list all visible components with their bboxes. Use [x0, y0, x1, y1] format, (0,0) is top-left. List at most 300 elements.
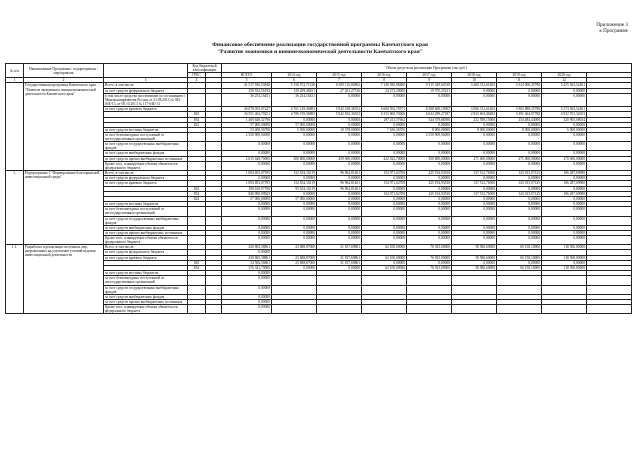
year-value: 0,00000 — [317, 176, 362, 181]
spare-cell — [587, 216, 632, 225]
year-value: 143 013,07125 — [497, 181, 542, 186]
year-value: 0,00000 — [407, 142, 452, 151]
total-value: 1 094 693,07595 — [222, 181, 272, 186]
year-value: 27 261,27516 — [317, 88, 362, 93]
year-value: 0,00000 — [407, 196, 452, 201]
year-value: 0,00000 — [362, 230, 407, 235]
year-value: 0,00000 — [272, 176, 317, 181]
year-value: 96 964,81461 — [317, 181, 362, 186]
year-value: 0,00000 — [452, 161, 497, 170]
grbs-code — [188, 276, 206, 285]
year-value: 0,00000 — [407, 260, 452, 265]
header-year: 2017 год — [407, 73, 452, 78]
year-value: 154 971,62708 — [362, 171, 407, 176]
year-value: 118 500,00000 — [542, 266, 587, 271]
year-value: 23 688,87000 — [272, 260, 317, 265]
year-value: 76 925,00000 — [407, 255, 452, 260]
header-total: ВСЕГО — [222, 73, 272, 78]
year-value: 8 000,00000 — [452, 127, 497, 132]
year-value: 0,00000 — [542, 230, 587, 235]
total-value: 2 550 909,94000 — [222, 133, 272, 142]
spare-cell — [587, 276, 632, 285]
year-value: 0,00000 — [317, 207, 362, 216]
grbs-code — [188, 236, 206, 245]
year-value: 0,00000 — [542, 142, 587, 151]
total-value: 0,00000 — [222, 276, 272, 285]
spare-cell — [587, 236, 632, 245]
header-name: Наименование Программы / подпрограммы / мероприятия — [24, 64, 104, 78]
year-value: 23 688,87000 — [272, 245, 317, 250]
year-value: 0,00000 — [362, 260, 407, 265]
year-value: 0,00000 — [542, 260, 587, 265]
year-value: 19 970,25231 — [407, 88, 452, 93]
year-value: 0,00000 — [362, 93, 407, 106]
year-value: 6 659 116,84862 — [317, 83, 362, 88]
spare-cell — [587, 305, 632, 314]
total-value: 36 254,16451 — [222, 93, 272, 106]
year-value: 0,00000 — [407, 225, 452, 230]
total-value: 53 400,56700 — [222, 127, 272, 132]
funding-source-label: за счет средств федерального бюджета — [104, 250, 188, 255]
year-value: 0,00000 — [317, 133, 362, 142]
year-value: 0,00000 — [362, 202, 407, 207]
blank-cell — [206, 276, 222, 285]
year-value: 5 942 168,36552 — [317, 107, 362, 112]
year-value: 0,00000 — [497, 230, 542, 235]
year-value: 0,00000 — [452, 225, 497, 230]
year-value — [272, 276, 317, 285]
year-value: 0,00000 — [362, 161, 407, 170]
year-value: 0,00000 — [452, 142, 497, 151]
year-value: 0,00000 — [497, 93, 542, 106]
year-value: 137 512,76500 — [452, 181, 497, 186]
total-value: 0,00000 — [222, 250, 272, 255]
year-value: 320 903,08034 — [542, 117, 587, 122]
year-value: 154 971,62708 — [362, 191, 407, 196]
year-value: 350 800,00000 — [407, 156, 452, 161]
column-index: 8 — [362, 78, 407, 83]
year-value: 0,00000 — [272, 133, 317, 142]
year-value: 62 100,00000 — [362, 245, 407, 250]
funding-source-label: за счет средств федерального бюджета — [104, 176, 188, 181]
total-value: 0,00000 — [222, 271, 272, 276]
column-index: 3 — [104, 78, 188, 83]
grbs-code: 843 — [188, 112, 206, 117]
year-value: 0,00000 — [272, 161, 317, 170]
year-value: 422 022,70000 — [362, 156, 407, 161]
year-value: 0,00000 — [452, 260, 497, 265]
year-value: 0,00000 — [452, 176, 497, 181]
year-value: 0,00000 — [272, 266, 317, 271]
year-value: 2 550 909,94000 — [407, 133, 452, 142]
funding-source-label: за счет средств федерального бюджета — [104, 88, 188, 93]
total-value: 0,00000 — [222, 161, 272, 170]
grbs-code — [188, 93, 206, 106]
year-value: 95 654,16119 — [272, 186, 317, 191]
year-value: 5 942 182,36552 — [317, 112, 362, 117]
grbs-code: 854 — [188, 191, 206, 196]
header-grbs: ГРБС — [188, 73, 206, 78]
funding-source-label: за счет средств внебюджетных фондов — [104, 225, 188, 230]
funding-source-label: за счет безвозмездных поступлений от негосударственных организаций — [104, 276, 188, 285]
spare-cell — [587, 285, 632, 294]
total-value: 41 517 916,53848 — [222, 83, 272, 88]
year-value: 0,00000 — [407, 230, 452, 235]
total-value: 250 552,56192 — [222, 88, 272, 93]
total-value: 0,00000 — [222, 142, 272, 151]
title-line2: "Развитие экономики и внешнеэкономической деятельности Камчатского края" — [217, 48, 423, 55]
funding-source-label: в том числе средства поступившие по соглашению с Минэкономразвития России от 21.08.2013 № 045-04Б-13, от 08.10.2013 № 117-04Б-13 — [104, 93, 188, 106]
year-value — [317, 276, 362, 285]
year-value: 297 211,57662 — [362, 117, 407, 122]
blank-cell — [206, 207, 222, 216]
year-value: 9 315 349,64538 — [407, 83, 452, 88]
year-value: 270 000,00000 — [542, 156, 587, 161]
header-year: 2015 год — [317, 73, 362, 78]
year-value: 0,00000 — [362, 122, 407, 127]
column-index: 9 — [407, 78, 452, 83]
year-value: 10 378,00000 — [317, 127, 362, 132]
blank-cell — [206, 236, 222, 245]
year-value: 0,00000 — [362, 186, 407, 191]
year-value: 62 100,00000 — [362, 266, 407, 271]
grbs-code — [188, 207, 206, 216]
year-value: 225 194,93530 — [407, 171, 452, 176]
year-value: 0,00000 — [542, 122, 587, 127]
year-value: 0,00000 — [317, 216, 362, 225]
year-value: 143 013,07125 — [497, 191, 542, 196]
grbs-code: 822 — [188, 122, 206, 127]
total-value: 0,00000 — [222, 202, 272, 207]
year-value: 0,00000 — [317, 93, 362, 106]
spare-cell — [587, 161, 632, 170]
year-value: 0,00000 — [497, 207, 542, 216]
year-value: 4 932 701,32653 — [542, 112, 587, 117]
year-value: 0,00000 — [407, 216, 452, 225]
year-value: 0,00000 — [452, 133, 497, 142]
year-value: 76 925,00000 — [407, 245, 452, 250]
column-index: 2 — [24, 78, 104, 83]
year-value: 0,00000 — [317, 117, 362, 122]
funding-source-label: за счет средств прочих внебюджетных источников — [104, 156, 188, 161]
year-value: 60 150,10000 — [497, 266, 542, 271]
year-value: 76 925,00000 — [407, 266, 452, 271]
year-value: 0,00000 — [452, 236, 497, 245]
year-value — [542, 305, 587, 314]
year-value: 31 817,69861 — [317, 260, 362, 265]
year-value: 0,00000 — [497, 151, 542, 156]
year-value: 7 636,36700 — [362, 127, 407, 132]
year-value: 31 817,69861 — [317, 245, 362, 250]
year-value: 0,00000 — [497, 202, 542, 207]
year-value: 8 388 669,19007 — [407, 107, 452, 112]
year-value: 186 287,69980 — [542, 181, 587, 186]
total-value: 0,00000 — [222, 236, 272, 245]
year-value: 0,00000 — [362, 133, 407, 142]
year-value: 0,00000 — [542, 151, 587, 156]
year-value: 186 287,69980 — [542, 191, 587, 196]
year-value: 271 000,00000 — [452, 156, 497, 161]
year-value: 0,00000 — [407, 151, 452, 156]
year-value: 0,00000 — [362, 176, 407, 181]
year-value: 0,00000 — [317, 266, 362, 271]
grbs-code — [188, 216, 206, 225]
year-value: 225 194,93530 — [407, 181, 452, 186]
program-name: Разработка и реализация системных мер, направленных на улучшение условий ведения инвестиционной деятельности — [24, 245, 104, 314]
year-value: 0,00000 — [272, 142, 317, 151]
year-value: 0,00000 — [542, 176, 587, 181]
column-index: 6 — [272, 78, 317, 83]
year-value: 143 013,07125 — [497, 171, 542, 176]
year-value: 3 491 464,07780 — [497, 112, 542, 117]
year-value: 5 050,00000 — [272, 127, 317, 132]
total-value: 0,00000 — [222, 294, 272, 299]
row-number — [6, 83, 24, 171]
column-index: 7 — [317, 78, 362, 83]
year-value: 36 254,16451 — [272, 93, 317, 106]
year-value: 24 272,20000 — [362, 88, 407, 93]
year-value: 0,00000 — [272, 191, 317, 196]
year-value: 0,00000 — [317, 122, 362, 127]
total-value: 376 341,70000 — [222, 266, 272, 271]
funding-source-label: за счет средств внебюджетных фондов — [104, 294, 188, 299]
year-value — [272, 305, 317, 314]
year-value: 96 964,81461 — [317, 186, 362, 191]
year-value — [407, 305, 452, 314]
year-value: 7 146 930,98480 — [362, 83, 407, 88]
year-value: 0,00000 — [497, 133, 542, 142]
total-value: 846 990,09925 — [222, 191, 272, 196]
blank-cell — [206, 285, 222, 294]
total-value: 190 618,97780 — [222, 186, 272, 191]
funding-source-label: за счет средств местных бюджетов — [104, 127, 188, 132]
year-value: 57 000,00000 — [272, 122, 317, 127]
total-value: 0,00000 — [222, 305, 272, 314]
program-name: Государственная программа Камчатского края "Развитие экономики и внешнеэкономической деятельности Камчатского края" — [24, 83, 104, 171]
year-value: 0,00000 — [317, 196, 362, 201]
header-year: 2014 год — [272, 73, 317, 78]
total-value: 430 865,38861 — [222, 245, 272, 250]
year-value: 0,00000 — [272, 230, 317, 235]
year-value: 152 654,16119 — [272, 171, 317, 176]
appendix-line2: к Программе — [599, 28, 628, 35]
total-value: 0,00000 — [222, 225, 272, 230]
funding-source-label: за счет средств государственных внебюджетных фондов — [104, 285, 188, 294]
total-value: 57 000,00000 — [222, 196, 272, 201]
year-value: 0,00000 — [452, 151, 497, 156]
total-value: 430 865,38861 — [222, 255, 272, 260]
grbs-code: 843 — [188, 186, 206, 191]
funding-source-label: за счет средств государственных внебюджетных фондов — [104, 216, 188, 225]
funding-source-label: за счет безвозмездных поступлений от негосударственных организаций — [104, 133, 188, 142]
total-value: 57 000,00000 — [222, 122, 272, 127]
year-value: 137 512,76500 — [452, 171, 497, 176]
header-funds: Объем средств на реализацию Программы (тыс.руб.) — [222, 64, 632, 73]
year-value: 0,00000 — [272, 225, 317, 230]
year-value: 0,00000 — [497, 186, 542, 191]
appendix-note — [596, 22, 628, 34]
year-value: 0,00000 — [497, 196, 542, 201]
grbs-code: 854 — [188, 266, 206, 271]
grbs-code: 843 — [188, 260, 206, 265]
year-value: 0,00000 — [452, 207, 497, 216]
title-line1: Финансовое обеспечение реализации государственной программы Камчатского края — [212, 42, 428, 48]
year-value: 0,00000 — [317, 151, 362, 156]
year-value: 8 000,00000 — [497, 127, 542, 132]
funding-source-label: Всего, в том числе: — [104, 245, 188, 250]
year-value: 0,00000 — [497, 161, 542, 170]
column-index: 11 — [497, 78, 542, 83]
year-value: 0,00000 — [542, 236, 587, 245]
year-value: 5 156 572,71336 — [272, 83, 317, 88]
year-value: 6 680 592,75971 — [362, 107, 407, 112]
year-value: 118 500,00000 — [542, 245, 587, 250]
year-value — [317, 305, 362, 314]
year-value: 0,00000 — [407, 236, 452, 245]
year-value: 0,00000 — [452, 122, 497, 127]
total-value: 1 469 648,32796 — [222, 117, 272, 122]
year-value: 58 586,60000 — [452, 255, 497, 260]
year-value: 0,00000 — [362, 142, 407, 151]
year-value: 0,00000 — [317, 230, 362, 235]
year-value: 0,00000 — [497, 260, 542, 265]
year-value: 0,00000 — [542, 196, 587, 201]
year-value: 4 324 006,35788 — [497, 83, 542, 88]
year-value: 0,00000 — [497, 225, 542, 230]
year-value — [407, 276, 452, 285]
year-value: 0,00000 — [362, 196, 407, 201]
year-value: 137 512,76500 — [452, 191, 497, 196]
year-value: 4 786 159,36883 — [272, 112, 317, 117]
year-value: 60 150,10000 — [497, 245, 542, 250]
year-value: 271 000,00000 — [497, 156, 542, 161]
year-value: 0,00000 — [452, 93, 497, 106]
year-value: 118 500,00000 — [542, 255, 587, 260]
year-value: 0,00000 — [542, 93, 587, 106]
year-value: 0,00000 — [407, 161, 452, 170]
year-value: 0,00000 — [542, 133, 587, 142]
year-value: 254 484,44008 — [497, 117, 542, 122]
year-value: 0,00000 — [317, 225, 362, 230]
year-value: 23 688,87000 — [272, 255, 317, 260]
year-value — [452, 285, 497, 294]
total-value: 54 506,56861 — [222, 260, 272, 265]
funding-source-label: за счет средств краевого бюджета — [104, 107, 188, 112]
funding-source-label: Кроме того, планируемые объемы обязательств федерального бюджета — [104, 161, 188, 170]
total-value: 36 078 055,07247 — [222, 107, 272, 112]
year-value: 0,00000 — [272, 216, 317, 225]
year-value — [407, 285, 452, 294]
year-value: 0,00000 — [362, 216, 407, 225]
blank-cell — [206, 305, 222, 314]
year-value — [362, 276, 407, 285]
year-value: 5 273 563,52461 — [542, 107, 587, 112]
year-value: 5 455 563,52461 — [542, 83, 587, 88]
column-index: 4 — [188, 78, 206, 83]
blank-cell — [206, 93, 222, 106]
year-value: 252 598,15000 — [452, 117, 497, 122]
funding-source-label: за счет безвозмездных поступлений от негосударственных организаций — [104, 207, 188, 216]
column-index: 12 — [542, 78, 587, 83]
year-value: 0,00000 — [497, 176, 542, 181]
year-value: 0,00000 — [542, 225, 587, 230]
year-value — [542, 285, 587, 294]
year-value: 0,00000 — [407, 93, 452, 106]
header-num: № п/п — [6, 64, 24, 78]
year-value: 58 586,60000 — [452, 245, 497, 250]
program-name: Подпрограмма 1 "Формирование благоприятной инвестиционной среды" — [24, 171, 104, 245]
grbs-code — [188, 305, 206, 314]
year-value: 0,00000 — [497, 142, 542, 151]
year-value — [452, 276, 497, 285]
year-value: 96 964,81461 — [317, 171, 362, 176]
year-value: 60 150,10000 — [497, 255, 542, 260]
funding-source-label: за счет средств краевого бюджета — [104, 181, 188, 186]
year-value: 0,00000 — [542, 88, 587, 93]
year-value: 4 761 129,36883 — [272, 107, 317, 112]
year-value: 0,00000 — [407, 176, 452, 181]
year-value: 0,00000 — [272, 117, 317, 122]
total-value: 0,00000 — [222, 176, 272, 181]
year-value: 6 333 060,74066 — [362, 112, 407, 117]
total-value: 0,00000 — [222, 207, 272, 216]
year-value: 57 000,00000 — [272, 196, 317, 201]
spare-cell — [587, 133, 632, 142]
funding-source-label: за счет средств краевого бюджета — [104, 255, 188, 260]
year-value: 300 800,00000 — [272, 156, 317, 161]
funding-source-label: за счет средств государственных внебюджетных фондов — [104, 142, 188, 151]
year-value — [542, 276, 587, 285]
total-value: 0,00000 — [222, 299, 272, 304]
year-value: 0,00000 — [317, 236, 362, 245]
header-code-group: Код бюджетной классификации — [188, 64, 222, 73]
column-index: 10 — [452, 78, 497, 83]
total-value: 0,00000 — [222, 285, 272, 294]
year-value: 0,00000 — [407, 186, 452, 191]
year-value: 0,00000 — [362, 207, 407, 216]
total-value: 0,00000 — [222, 151, 272, 156]
year-value — [497, 285, 542, 294]
year-value: 0,00000 — [317, 161, 362, 170]
total-value: 2 615 648,70000 — [222, 156, 272, 161]
spare-cell — [587, 93, 632, 106]
year-value: 0,00000 — [317, 202, 362, 207]
funding-source-label: за счет средств внебюджетных фондов — [104, 151, 188, 156]
total-value: 0,00000 — [222, 216, 272, 225]
year-value: 0,00000 — [362, 225, 407, 230]
year-value: 8 000,00000 — [407, 127, 452, 132]
blank-cell — [206, 161, 222, 170]
grbs-code — [188, 161, 206, 170]
year-value: 0,00000 — [407, 207, 452, 216]
funding-source-label: за счет средств местных бюджетов — [104, 271, 188, 276]
year-value — [362, 285, 407, 294]
year-value: 3 086 312,61482 — [452, 107, 497, 112]
year-value: 225 194,93530 — [407, 191, 452, 196]
year-value — [362, 305, 407, 314]
year-value: 0,00000 — [542, 202, 587, 207]
year-value: 3 460 312,61482 — [452, 83, 497, 88]
year-value: 0,00000 — [497, 88, 542, 93]
year-value: 0,00000 — [272, 151, 317, 156]
year-value: 0,00000 — [542, 161, 587, 170]
year-value — [317, 285, 362, 294]
total-value: 0,00000 — [222, 230, 272, 235]
year-value: 31 817,69861 — [317, 255, 362, 260]
year-value: 0,00000 — [317, 142, 362, 151]
grbs-code — [188, 142, 206, 151]
grbs-code — [188, 133, 206, 142]
